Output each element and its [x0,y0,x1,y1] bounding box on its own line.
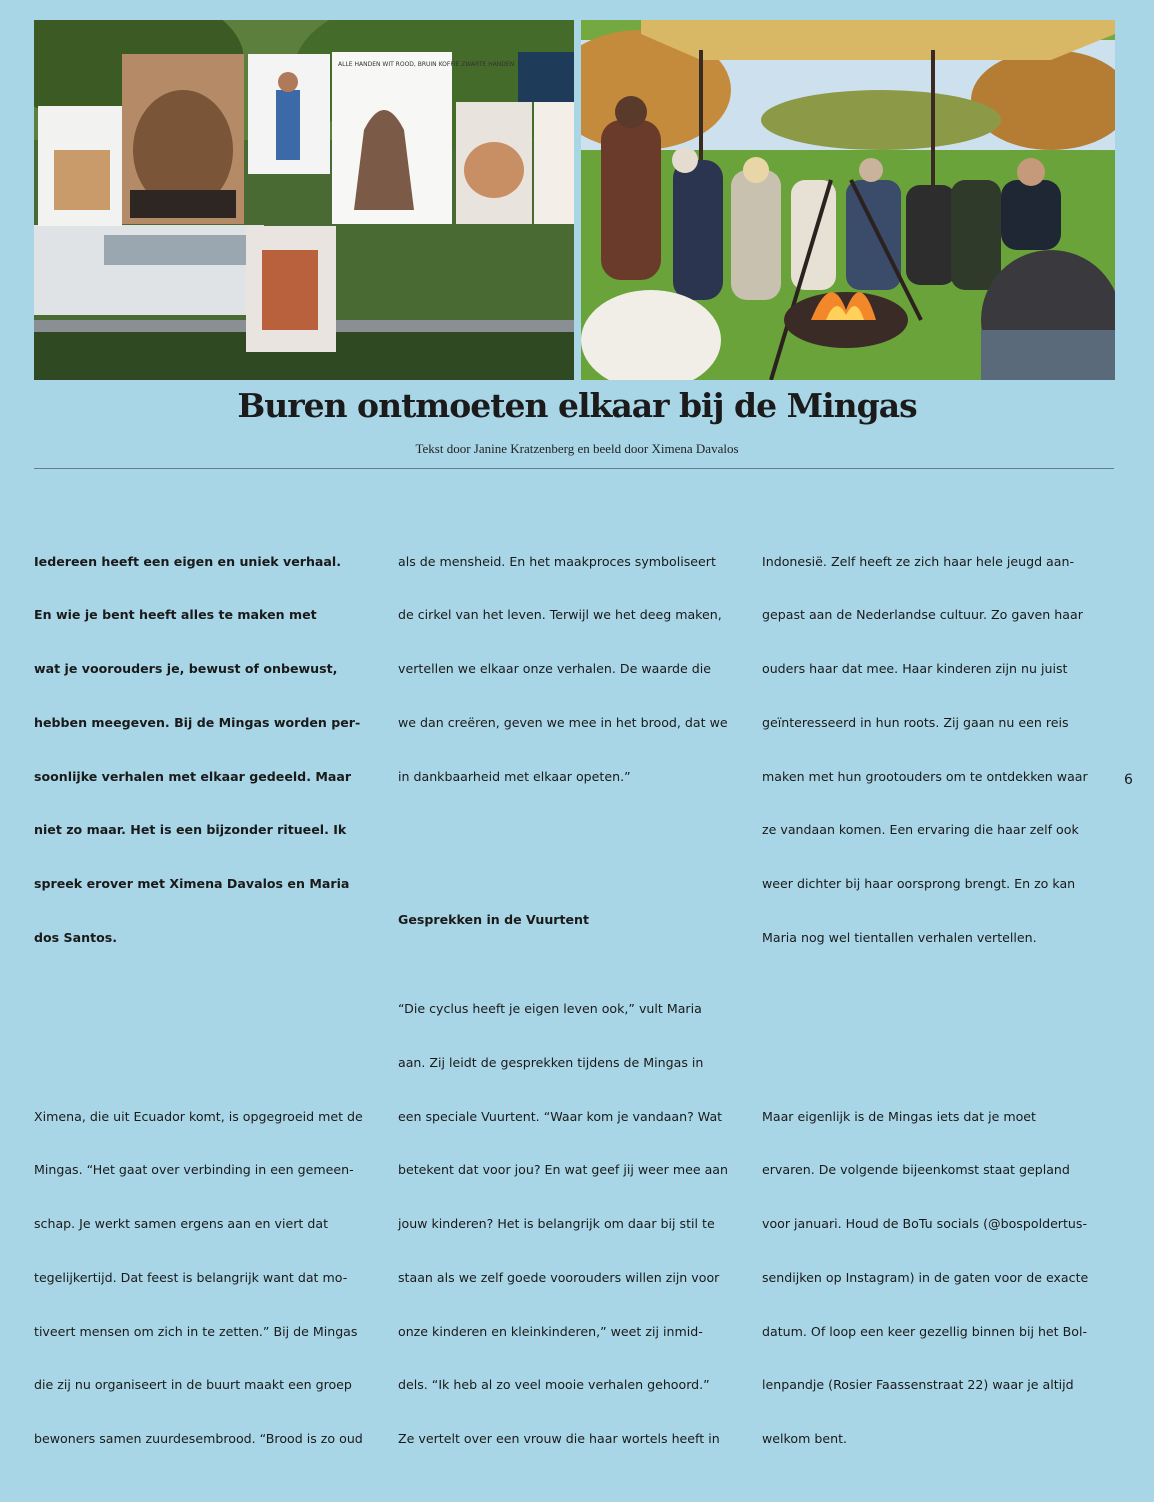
text-line: welkom bent. [762,1431,848,1447]
text-line: weer dichter bij haar oorsprong brengt. En zo kan [762,875,1076,891]
text-line: ouders haar dat mee. Haar kinderen zijn nu juist [762,661,1068,677]
text-line: bewoners samen zuurdesembrood. “Brood is zo oud [34,1431,363,1447]
text-line: Ze vertelt over een vrouw die haar wortels heeft in [398,1431,720,1447]
text-line: een speciale Vuurtent. “Waar kom je vandaan? Wat [398,1108,723,1124]
lead-paragraph [34,517,390,983]
text-line: geïnteresseerd in hun roots. Zij gaan nu een reis [762,714,1069,730]
text-line: sendijken op Instagram) in de gaten voor de exacte [762,1269,1089,1285]
body-paragraph [762,1072,1118,1484]
text-line: datum. Of loop een keer gezellig binnen bij het Bol- [762,1323,1088,1339]
text-line: die zij nu organiseert in de buurt maakt een groep [34,1377,352,1393]
text-line: wat je voorouders je, bewust of onbewust, [34,661,338,677]
photo-bread-exhibition [34,20,574,380]
text-line: tiveert mensen om zich in te zetten.” Bij de Mingas [34,1323,358,1339]
text-line: betekent dat voor jou? En wat geef jij weer mee aan [398,1162,729,1178]
text-line: lenpandje (Rosier Faassenstraat 22) waar je altijd [762,1377,1074,1393]
article-title: Buren ontmoeten elkaar bij de Mingas [237,386,917,425]
article-column-2 [398,481,754,1502]
text-line: Maria nog wel tientallen verhalen vertellen. [762,929,1037,945]
paragraph-gap [762,1018,1118,1036]
text-line: schap. Je werkt samen ergens aan en viert dat [34,1216,329,1232]
text-line: onze kinderen en kleinkinderen,” weet zij inmid- [398,1323,703,1339]
text-line: jouw kinderen? Het is belangrijk om daar bij stil te [398,1216,715,1232]
text-line: vertellen we elkaar onze verhalen. De waarde die [398,661,712,677]
body-paragraph [34,1072,390,1484]
poster-text: ALLE HANDEN WIT ROOD, BRUIN KOFFIE ZWARTE HANDEN [338,61,515,68]
text-line: dels. “Ik heb al zo veel mooie verhalen gehoord.” [398,1377,710,1393]
text-line: maken met hun grootouders om te ontdekken waar [762,768,1088,784]
photo-fire-tent-gathering [581,20,1115,380]
text-line: aan. Zij leidt de gesprekken tijdens de Mingas in [398,1054,704,1070]
text-line: we dan creëren, geven we mee in het brood, dat we [398,714,728,730]
photo-fire-tent-graphic [581,20,1115,380]
paragraph-gap [34,1018,390,1036]
text-line: gepast aan de Nederlandse cultuur. Zo gaven haar [762,607,1083,623]
text-line: soonlijke verhalen met elkaar gedeeld. Maar [34,768,352,784]
text-line: de cirkel van het leven. Terwijl we het deeg maken, [398,607,722,623]
text-line: Iedereen heeft een eigen en uniek verhaal. [34,553,342,569]
divider [34,468,1114,469]
article-column-1 [34,481,390,1502]
text-line: voor januari. Houd de BoTu socials (@bospoldertus- [762,1216,1088,1232]
paragraph-gap [398,857,754,875]
text-line: dos Santos. [34,929,118,945]
text-line: ervaren. De volgende bijeenkomst staat gepland [762,1162,1070,1178]
text-line: in dankbaarheid met elkaar opeten.” [398,768,631,784]
text-line: hebben meegeven. Bij de Mingas worden per- [34,714,361,730]
text-line: niet zo maar. Het is een bijzonder ritueel. Ik [34,822,347,838]
body-paragraph [762,517,1118,983]
subheading: Gesprekken in de Vuurtent [398,911,590,927]
text-line: als de mensheid. En het maakproces symboliseert [398,553,716,569]
body-paragraph [398,964,754,1483]
text-line: Indonesië. Zelf heeft ze zich haar hele jeugd aan- [762,553,1075,569]
text-line: Maar eigenlijk is de Mingas iets dat je moet [762,1108,1036,1124]
text-line: En wie je bent heeft alles te maken met [34,607,317,623]
body-paragraph [398,517,754,821]
photo-bread-exhibition-graphic [34,20,574,380]
text-line: “Die cyclus heeft je eigen leven ook,” vult Maria [398,1001,702,1017]
page-number: 6 [1124,772,1133,788]
text-line: tegelijkertijd. Dat feest is belangrijk want dat mo- [34,1269,348,1285]
text-line: Mingas. “Het gaat over verbinding in een gemeen- [34,1162,354,1178]
article-column-3 [762,481,1118,1502]
text-line: Ximena, die uit Ecuador komt, is opgegroeid met de [34,1108,363,1124]
text-line: spreek erover met Ximena Davalos en Maria [34,875,350,891]
text-line: staan als we zelf goede voorouders willen zijn voor [398,1269,720,1285]
text-line: ze vandaan komen. Een ervaring die haar zelf ook [762,822,1079,838]
article-credits: Tekst door Janine Kratzenberg en beeld door Ximena Davalos [415,441,739,456]
